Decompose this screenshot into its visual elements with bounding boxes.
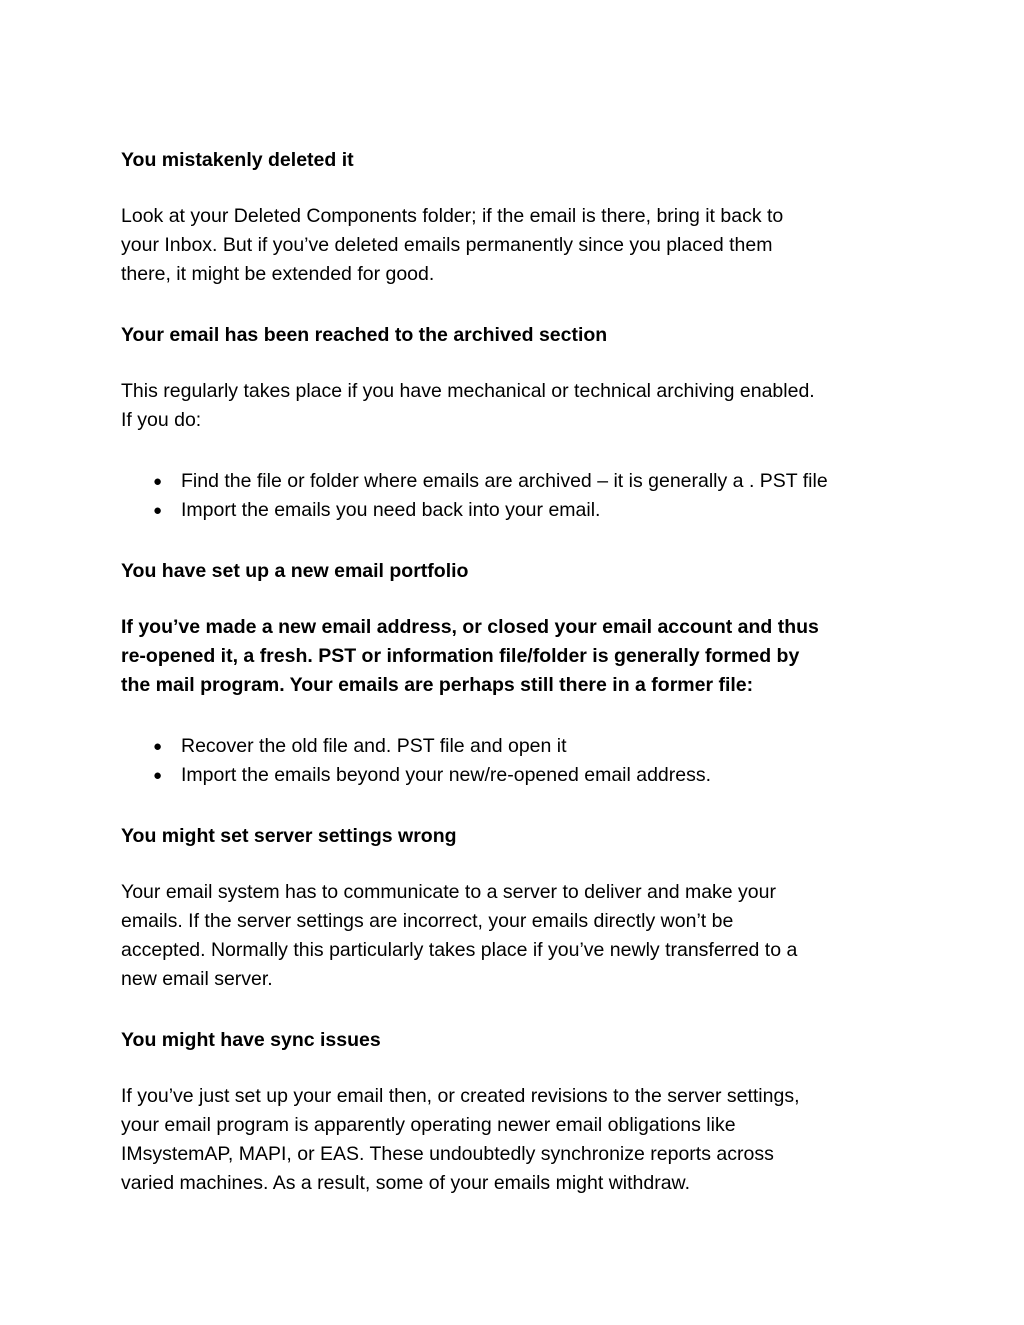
section-paragraph bbox=[121, 878, 911, 994]
section-mistakenly-deleted bbox=[121, 146, 911, 289]
paragraph-line: the mail program. Your emails are perhaps still there in a former file: bbox=[121, 674, 754, 696]
document-page bbox=[121, 146, 911, 1198]
list-item-text: Recover the old file and. PST file and open it bbox=[181, 735, 567, 757]
paragraph-line: IMsystemAP, MAPI, or EAS. These undoubtedly synchronize reports across bbox=[121, 1143, 774, 1165]
paragraph-line: there, it might be extended for good. bbox=[121, 263, 435, 285]
paragraph-line: This regularly takes place if you have mechanical or technical archiving enabled. bbox=[121, 380, 815, 402]
list-item-text: Import the emails you need back into your email. bbox=[181, 499, 601, 521]
section-heading: You have set up a new email portfolio bbox=[121, 560, 469, 582]
section-paragraph bbox=[121, 1082, 911, 1198]
paragraph-line: If you’ve made a new email address, or closed your email account and thus bbox=[121, 616, 819, 638]
bullet-icon: ● bbox=[153, 473, 163, 490]
section-server-settings bbox=[121, 822, 911, 994]
bullet-icon: ● bbox=[153, 502, 163, 519]
list-item-text: Import the emails beyond your new/re-opened email address. bbox=[181, 764, 712, 786]
list-item bbox=[121, 467, 911, 496]
section-heading: Your email has been reached to the archived section bbox=[121, 324, 608, 346]
section-paragraph bbox=[121, 202, 911, 289]
bullet-list bbox=[121, 467, 911, 525]
list-item-text: Find the file or folder where emails are archived – it is generally a . PST file bbox=[181, 470, 828, 492]
paragraph-line: emails. If the server settings are incorrect, your emails directly won’t be bbox=[121, 910, 734, 932]
section-heading: You might have sync issues bbox=[121, 1029, 381, 1051]
paragraph-line: new email server. bbox=[121, 968, 273, 990]
section-paragraph bbox=[121, 613, 911, 700]
paragraph-line: Look at your Deleted Components folder; if the email is there, bring it back to bbox=[121, 205, 784, 227]
paragraph-line: Your email system has to communicate to a server to deliver and make your bbox=[121, 881, 776, 903]
paragraph-line: accepted. Normally this particularly takes place if you’ve newly transferred to a bbox=[121, 939, 798, 961]
section-new-portfolio bbox=[121, 557, 911, 790]
bullet-icon: ● bbox=[153, 738, 163, 755]
list-item bbox=[121, 761, 911, 790]
list-item bbox=[121, 496, 911, 525]
paragraph-line: If you do: bbox=[121, 409, 202, 431]
section-heading: You mistakenly deleted it bbox=[121, 149, 354, 171]
list-item bbox=[121, 732, 911, 761]
bullet-list bbox=[121, 732, 911, 790]
paragraph-line: your Inbox. But if you’ve deleted emails permanently since you placed them bbox=[121, 234, 773, 256]
paragraph-line: If you’ve just set up your email then, or created revisions to the server settings, bbox=[121, 1085, 800, 1107]
section-paragraph bbox=[121, 377, 911, 435]
paragraph-line: varied machines. As a result, some of your emails might withdraw. bbox=[121, 1172, 690, 1194]
section-archived bbox=[121, 321, 911, 525]
paragraph-line: your email program is apparently operating newer email obligations like bbox=[121, 1114, 736, 1136]
bullet-icon: ● bbox=[153, 767, 163, 784]
section-sync-issues bbox=[121, 1026, 911, 1198]
paragraph-line: re-opened it, a fresh. PST or information file/folder is generally formed by bbox=[121, 645, 800, 667]
section-heading: You might set server settings wrong bbox=[121, 825, 457, 847]
